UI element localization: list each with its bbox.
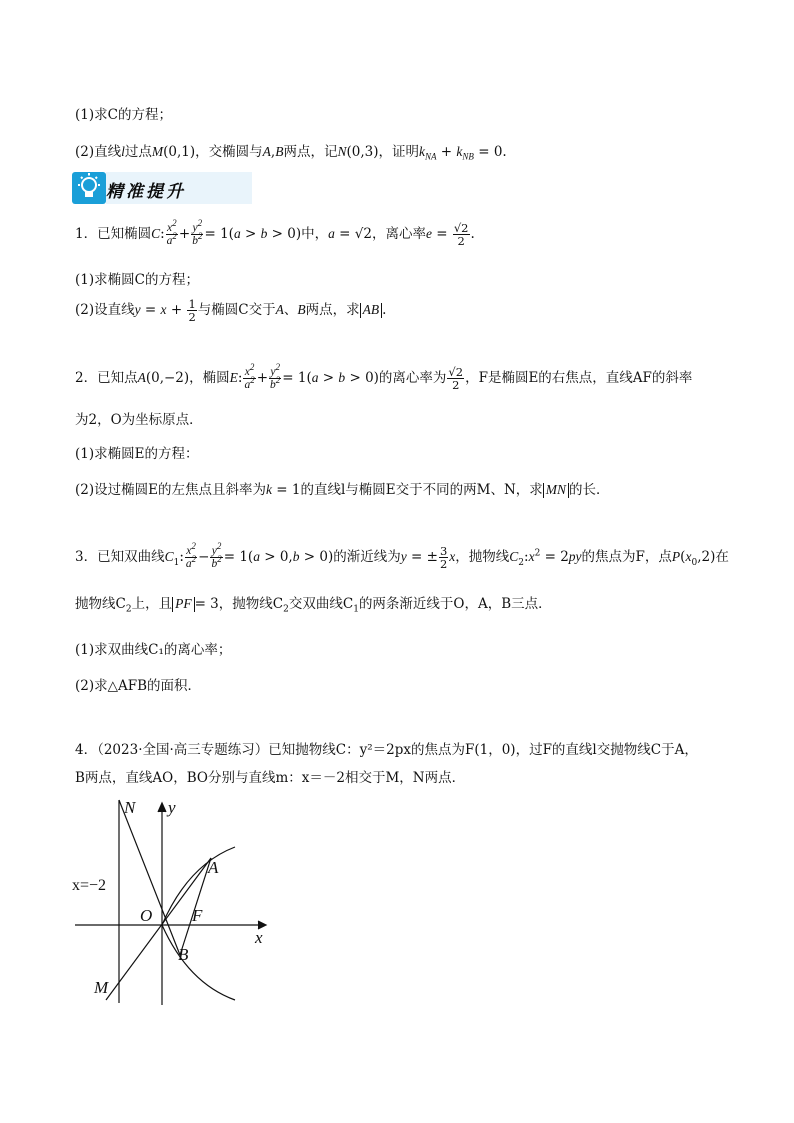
label-x: x — [255, 928, 263, 947]
label-O: O — [140, 906, 153, 925]
label-y: y — [168, 798, 176, 817]
problem-2-statement: 2．已知点A(0,−2)，椭圆E: $\frac{x^2}{a^2}$ + $\frac{y^2}{b^2}$ = 1(a > b > 0)的离心率为 $\frac{√2}{2}$ ，F是椭圆E的右焦点，直线AF的斜率 — [75, 362, 693, 393]
problem-4-line1: 4．（2023·全国·高三专题练习）已知抛物线C：y²＝2px的焦点为F(1，0)，过F的直线l交抛物线C于A， — [75, 742, 698, 758]
label-M: M — [94, 978, 109, 997]
problem-3-statement: 3．已知双曲线$C_1$: $\frac{x^2}{a^2}$ − $\frac{y^2}{b^2}$ = 1(a > 0,b > 0)的渐近线为y = ± $\frac{3}{2}$ x，抛物线$C_2:x^2 = 2py$的焦点为F，点$P(x_0,2)$在 — [75, 541, 729, 572]
problem-3-q1: (1)求双曲线C₁的离心率； — [75, 642, 232, 658]
line-AOM — [106, 858, 211, 1000]
problem-2-q2: (2)设过椭圆E的左焦点且斜率为k = 1的直线l与椭圆E交于不同的两M、N，求 MN 的长． — [75, 482, 610, 498]
problem-3-line2: 抛物线$C_2$上，且 PF = 3，抛物线$C_2$交双曲线$C_1$的两条渐近线于O，A，B三点． — [75, 596, 552, 615]
problem-1-q1: (1)求椭圆C的方程； — [75, 272, 199, 288]
label-F: F — [192, 906, 203, 925]
line-BON — [119, 800, 180, 955]
problem-2-line2: 为2，O为坐标原点． — [75, 412, 203, 428]
label-x-neg2: x=−2 — [72, 877, 107, 894]
parabola-figure — [70, 795, 280, 1010]
problem-1-statement: 1．已知椭圆C: $\frac{x^2}{a^2}$ + $\frac{y^2}{b^2}$ = 1(a > b > 0)中，a = √2，离心率e = $\frac{√2}{2}$ . — [75, 218, 475, 249]
problem-2-q1: (1)求椭圆E的方程： — [75, 446, 199, 462]
intro-q2: (2)直线l过点M(0,1)，交椭圆与A,B两点，记N(0,3)，证明$k_{NA} + k_{NB} = 0$. — [75, 144, 507, 162]
section-title: 精准提升 — [106, 182, 186, 202]
problem-1-q2: (2)设直线y = x + $\frac{1}{2}$ 与椭圆C交于A、B两点，求 AB . — [75, 297, 387, 325]
y-axis-arrow — [158, 803, 166, 812]
problem-3-q2: (2)求△AFB的面积． — [75, 678, 202, 694]
label-N: N — [124, 798, 136, 817]
label-B: B — [178, 945, 189, 964]
label-A: A — [208, 858, 219, 877]
problem-4-line2: B两点，直线AO，BO分别与直线m：x＝－2相交于M，N两点． — [75, 770, 466, 786]
intro-q1: (1)求C的方程； — [75, 107, 172, 123]
